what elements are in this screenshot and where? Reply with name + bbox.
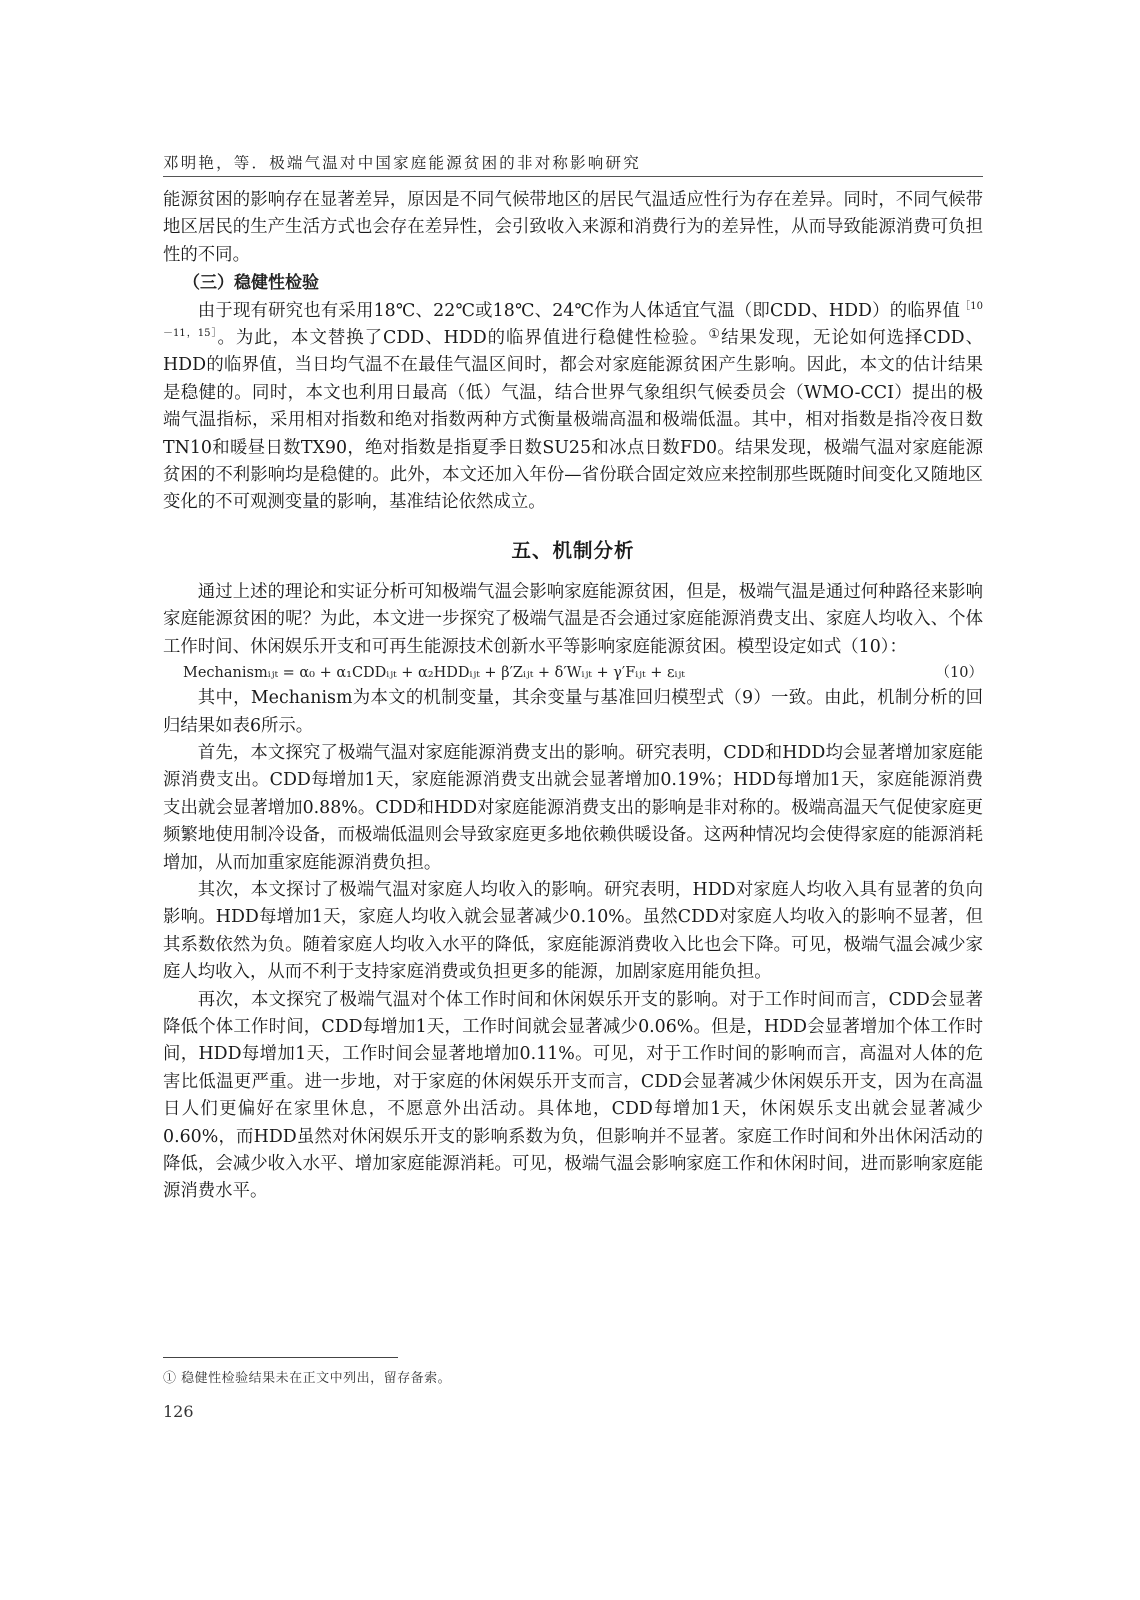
- robustness-text-part3: 结果发现，无论如何选择CDD、HDD的临界值，当日均气温不在最佳气温区间时，都会对家庭能源贫困产生影响。因此，本文的估计结果是稳健的。同时，本文也利用日最高（低）气温，结合世界气象组织气候委员会（WMO-CCI）提出的极端气温指标，采用相对指数和绝对指数两种方式衡量极端高温和极端低温。其中，相对指数是指冷夜日数TN10和暖昼日数TX90，绝对指数是指夏季日数SU25和冰点日数FD0。结果发现，极端气温对家庭能源贫困的不利影响均是稳健的。此外，本文还加入年份—省份联合固定效应来控制那些既随时间变化又随地区变化的不可观测变量的影响，基准结论依然成立。: [163, 328, 984, 513]
- section-heading: 五、机制分析: [511, 538, 635, 562]
- paragraph-continuation: 能源贫困的影响存在显著差异，原因是不同气候带地区的居民气温适应性行为存在差异。同时，不同气候带地区居民的生产生活方式也会存在差异性，会引致收入来源和消费行为的差异性，从而导致能源消费可负担性的不同。: [163, 190, 983, 265]
- article-body: [163, 187, 983, 1206]
- footnote-divider: [163, 1357, 398, 1358]
- paragraph-robustness: [163, 298, 983, 517]
- running-header: 邓明艳，等．极端气温对中国家庭能源贫困的非对称影响研究: [163, 154, 641, 172]
- robustness-text-part1: 由于现有研究也有采用18℃、22℃或18℃、24℃作为人体适宜气温（即CDD、HDD）的临界值: [197, 300, 961, 321]
- equation-body: Mechanismᵢⱼₜ = α₀ + α₁CDDᵢⱼₜ + α₂HDDᵢⱼₜ + β′Zᵢⱼₜ + δ′Wᵢⱼₜ + γ′Fᵢⱼₜ + εᵢⱼₜ: [183, 665, 685, 682]
- citation-ref[interactable]: ［10－11，15］: [163, 300, 983, 340]
- subsection-heading: （三）稳健性检验: [183, 273, 319, 294]
- footnote-mark: ①: [163, 1371, 177, 1386]
- paragraph-mechanism-explain: 其中，Mechanism为本文的机制变量，其余变量与基准回归模型式（9）一致。由此，机制分析的回归结果如表6所示。: [163, 688, 983, 736]
- footnote-ref[interactable]: ①: [708, 327, 722, 343]
- footnote: [163, 1367, 983, 1386]
- paragraph-mechanism-second: 其次，本文探讨了极端气温对家庭人均收入的影响。研究表明，HDD对家庭人均收入具有显著的负向影响。HDD每增加1天，家庭人均收入就会显著减少0.10%。虽然CDD对家庭人均收入的影响不显著，但其系数依然为负。随着家庭人均收入水平的降低，家庭能源消费收入比也会下降。可见，极端气温会减少家庭人均收入，从而不利于支持家庭消费或负担更多的能源，加剧家庭用能负担。: [163, 879, 983, 983]
- paragraph-mechanism-first: 首先，本文探究了极端气温对家庭能源消费支出的影响。研究表明，CDD和HDD均会显著增加家庭能源消费支出。CDD每增加1天，家庭能源消费支出就会显著增加0.19%；HDD每增加1天，家庭能源消费支出就会显著增加0.88%。CDD和HDD对家庭能源消费支出的影响是非对称的。极端高温天气促使家庭更频繁地使用制冷设备，而极端低温则会导致家庭更多地依赖供暖设备。这两种情况均会使得家庭的能源消耗增加，从而加重家庭能源消费负担。: [163, 742, 983, 873]
- paragraph-mechanism-intro: 通过上述的理论和实证分析可知极端气温会影响家庭能源贫困，但是，极端气温是通过何种路径来影响家庭能源贫困的呢？为此，本文进一步探究了极端气温是否会通过家庭能源消费支出、家庭人均收入、个体工作时间、休闲娱乐开支和可再生能源技术创新水平等影响家庭能源贫困。模型设定如式（10）：: [163, 581, 983, 657]
- paragraph-mechanism-third: 再次，本文探究了极端气温对个体工作时间和休闲娱乐开支的影响。对于工作时间而言，CDD会显著降低个体工作时间，CDD每增加1天，工作时间就会显著减少0.06%。但是，HDD会显著增加个体工作时间，HDD每增加1天，工作时间会显著地增加0.11%。可见，对于工作时间的影响而言，高温对人体的危害比低温更严重。进一步地，对于家庭的休闲娱乐开支而言，CDD会显著减少休闲娱乐开支，因为在高温日人们更偏好在家里休息，不愿意外出活动。具体地，CDD每增加1天，休闲娱乐支出就会显著减少0.60%，而HDD虽然对休闲娱乐开支的影响系数为负，但影响并不显著。家庭工作时间和外出休闲活动的降低，会减少收入水平、增加家庭能源消耗。可见，极端气温会影响家庭工作和休闲时间，进而影响家庭能源消费水平。: [163, 989, 983, 1202]
- robustness-text-part2: 。为此，本文替换了CDD、HDD的临界值进行稳健性检验。: [217, 328, 709, 349]
- equation-10: [163, 661, 983, 685]
- header-divider: [163, 176, 983, 177]
- footnote-text: 稳健性检验结果未在正文中列出，留存备索。: [181, 1371, 452, 1386]
- page-number: 126: [163, 1402, 194, 1421]
- equation-number: （10）: [935, 665, 983, 682]
